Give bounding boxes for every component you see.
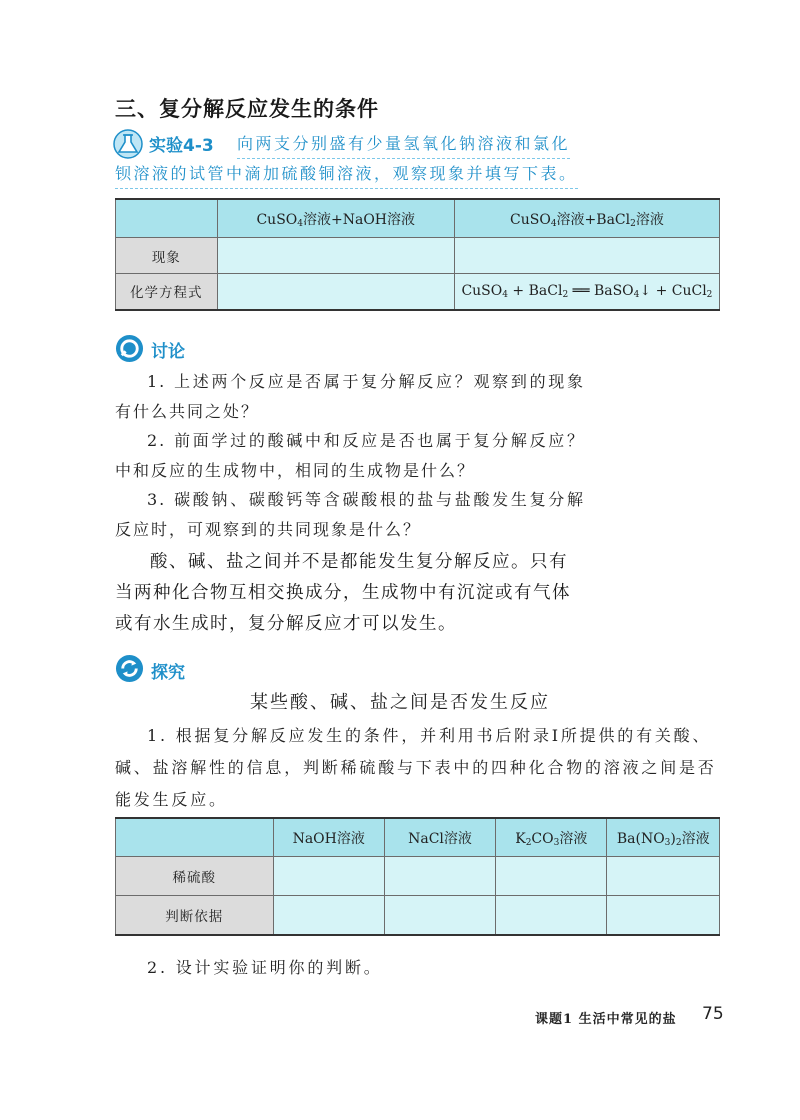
- explore-icon: [115, 654, 144, 683]
- equation-cell-bacl2: CuSO$_4$ + BaCl$_2$ ══ BaSO$_4$↓ + CuCl$_2$: [454, 274, 719, 310]
- col-header-naoh: CuSO$_4$溶液+NaOH溶液: [217, 199, 454, 238]
- col-header-bacl2: CuSO$_4$溶液+BaCl$_2$溶液: [454, 199, 719, 238]
- experiment-text-line2: 钡溶液的试管中滴加硫酸铜溶液，观察现象并填写下表。: [115, 159, 578, 189]
- experiment-label: 实验4-3: [149, 136, 214, 156]
- basis-cell-naoh[interactable]: [273, 896, 384, 935]
- acid-cell-nacl[interactable]: [384, 857, 495, 896]
- discussion-label: 讨论: [151, 342, 185, 362]
- explore-label: 探究: [151, 663, 185, 683]
- col-header-bano3-solution: $Ba(NO_3)_2$溶液: [607, 818, 720, 857]
- footer-chapter: 课题1 生活中常见的盐: [535, 1012, 677, 1027]
- experiment-flask-icon: [113, 129, 143, 159]
- reaction-table: [115, 817, 720, 936]
- discussion-question-3: 3. 碳酸钠、碳酸钙等含碳酸根的盐与盐酸发生复分解反应时，可观察到的共同现象是什么？: [115, 490, 585, 539]
- explore-paragraph-2: 2. 设计实验证明你的判断。: [147, 958, 383, 977]
- col-header-k2co3-solution: $K_2CO_3$溶液: [496, 818, 607, 857]
- section-title: 三、复分解反应发生的条件: [115, 97, 379, 121]
- acid-cell-k2co3[interactable]: [496, 857, 607, 896]
- basis-cell-bano3[interactable]: [607, 896, 720, 935]
- experiment-text-line1: 向两支分别盛有少量氢氧化钠溶液和氯化: [237, 129, 570, 159]
- basis-cell-k2co3[interactable]: [496, 896, 607, 935]
- acid-cell-naoh[interactable]: [273, 857, 384, 896]
- discussion-question-2: 2. 前面学过的酸碱中和反应是否也属于复分解反应？中和反应的生成物中，相同的生成物是什么？: [115, 431, 585, 480]
- phenomenon-cell-naoh[interactable]: [217, 238, 454, 274]
- row-label-basis: 判断依据: [116, 896, 274, 935]
- explore-title: 某些酸、碱、盐之间是否发生反应: [250, 692, 550, 713]
- row-label-equation: 化学方程式: [116, 274, 218, 310]
- table-corner: [116, 199, 218, 238]
- discussion-icon: [115, 334, 144, 363]
- discussion-question-1: 1. 上述两个反应是否属于复分解反应？观察到的现象有什么共同之处？: [115, 372, 585, 421]
- phenomenon-cell-bacl2[interactable]: [454, 238, 719, 274]
- row-label-phenomenon: 现象: [116, 238, 218, 274]
- table2-corner: [116, 818, 274, 857]
- observation-table: [115, 198, 720, 311]
- acid-cell-bano3[interactable]: [607, 857, 720, 896]
- col-header-nacl-solution: NaCl溶液: [384, 818, 495, 857]
- page-number: 75: [702, 1004, 724, 1024]
- basis-cell-nacl[interactable]: [384, 896, 495, 935]
- row-label-dilute-sulfuric-acid: 稀硫酸: [116, 857, 274, 896]
- col-header-naoh-solution: NaOH溶液: [273, 818, 384, 857]
- body-paragraph: 酸、碱、盐之间并不是都能发生复分解反应。只有当两种化合物互相交换成分，生成物中有沉淀或有气体或有水生成时，复分解反应才可以发生。: [115, 552, 571, 634]
- equation-cell-naoh[interactable]: [217, 274, 454, 310]
- explore-paragraph-1: 1. 根据复分解反应发生的条件，并利用书后附录Ⅰ所提供的有关酸、碱、盐溶解性的信息，判断稀硫酸与下表中的四种化合物的溶液之间是否能发生反应。: [115, 726, 717, 809]
